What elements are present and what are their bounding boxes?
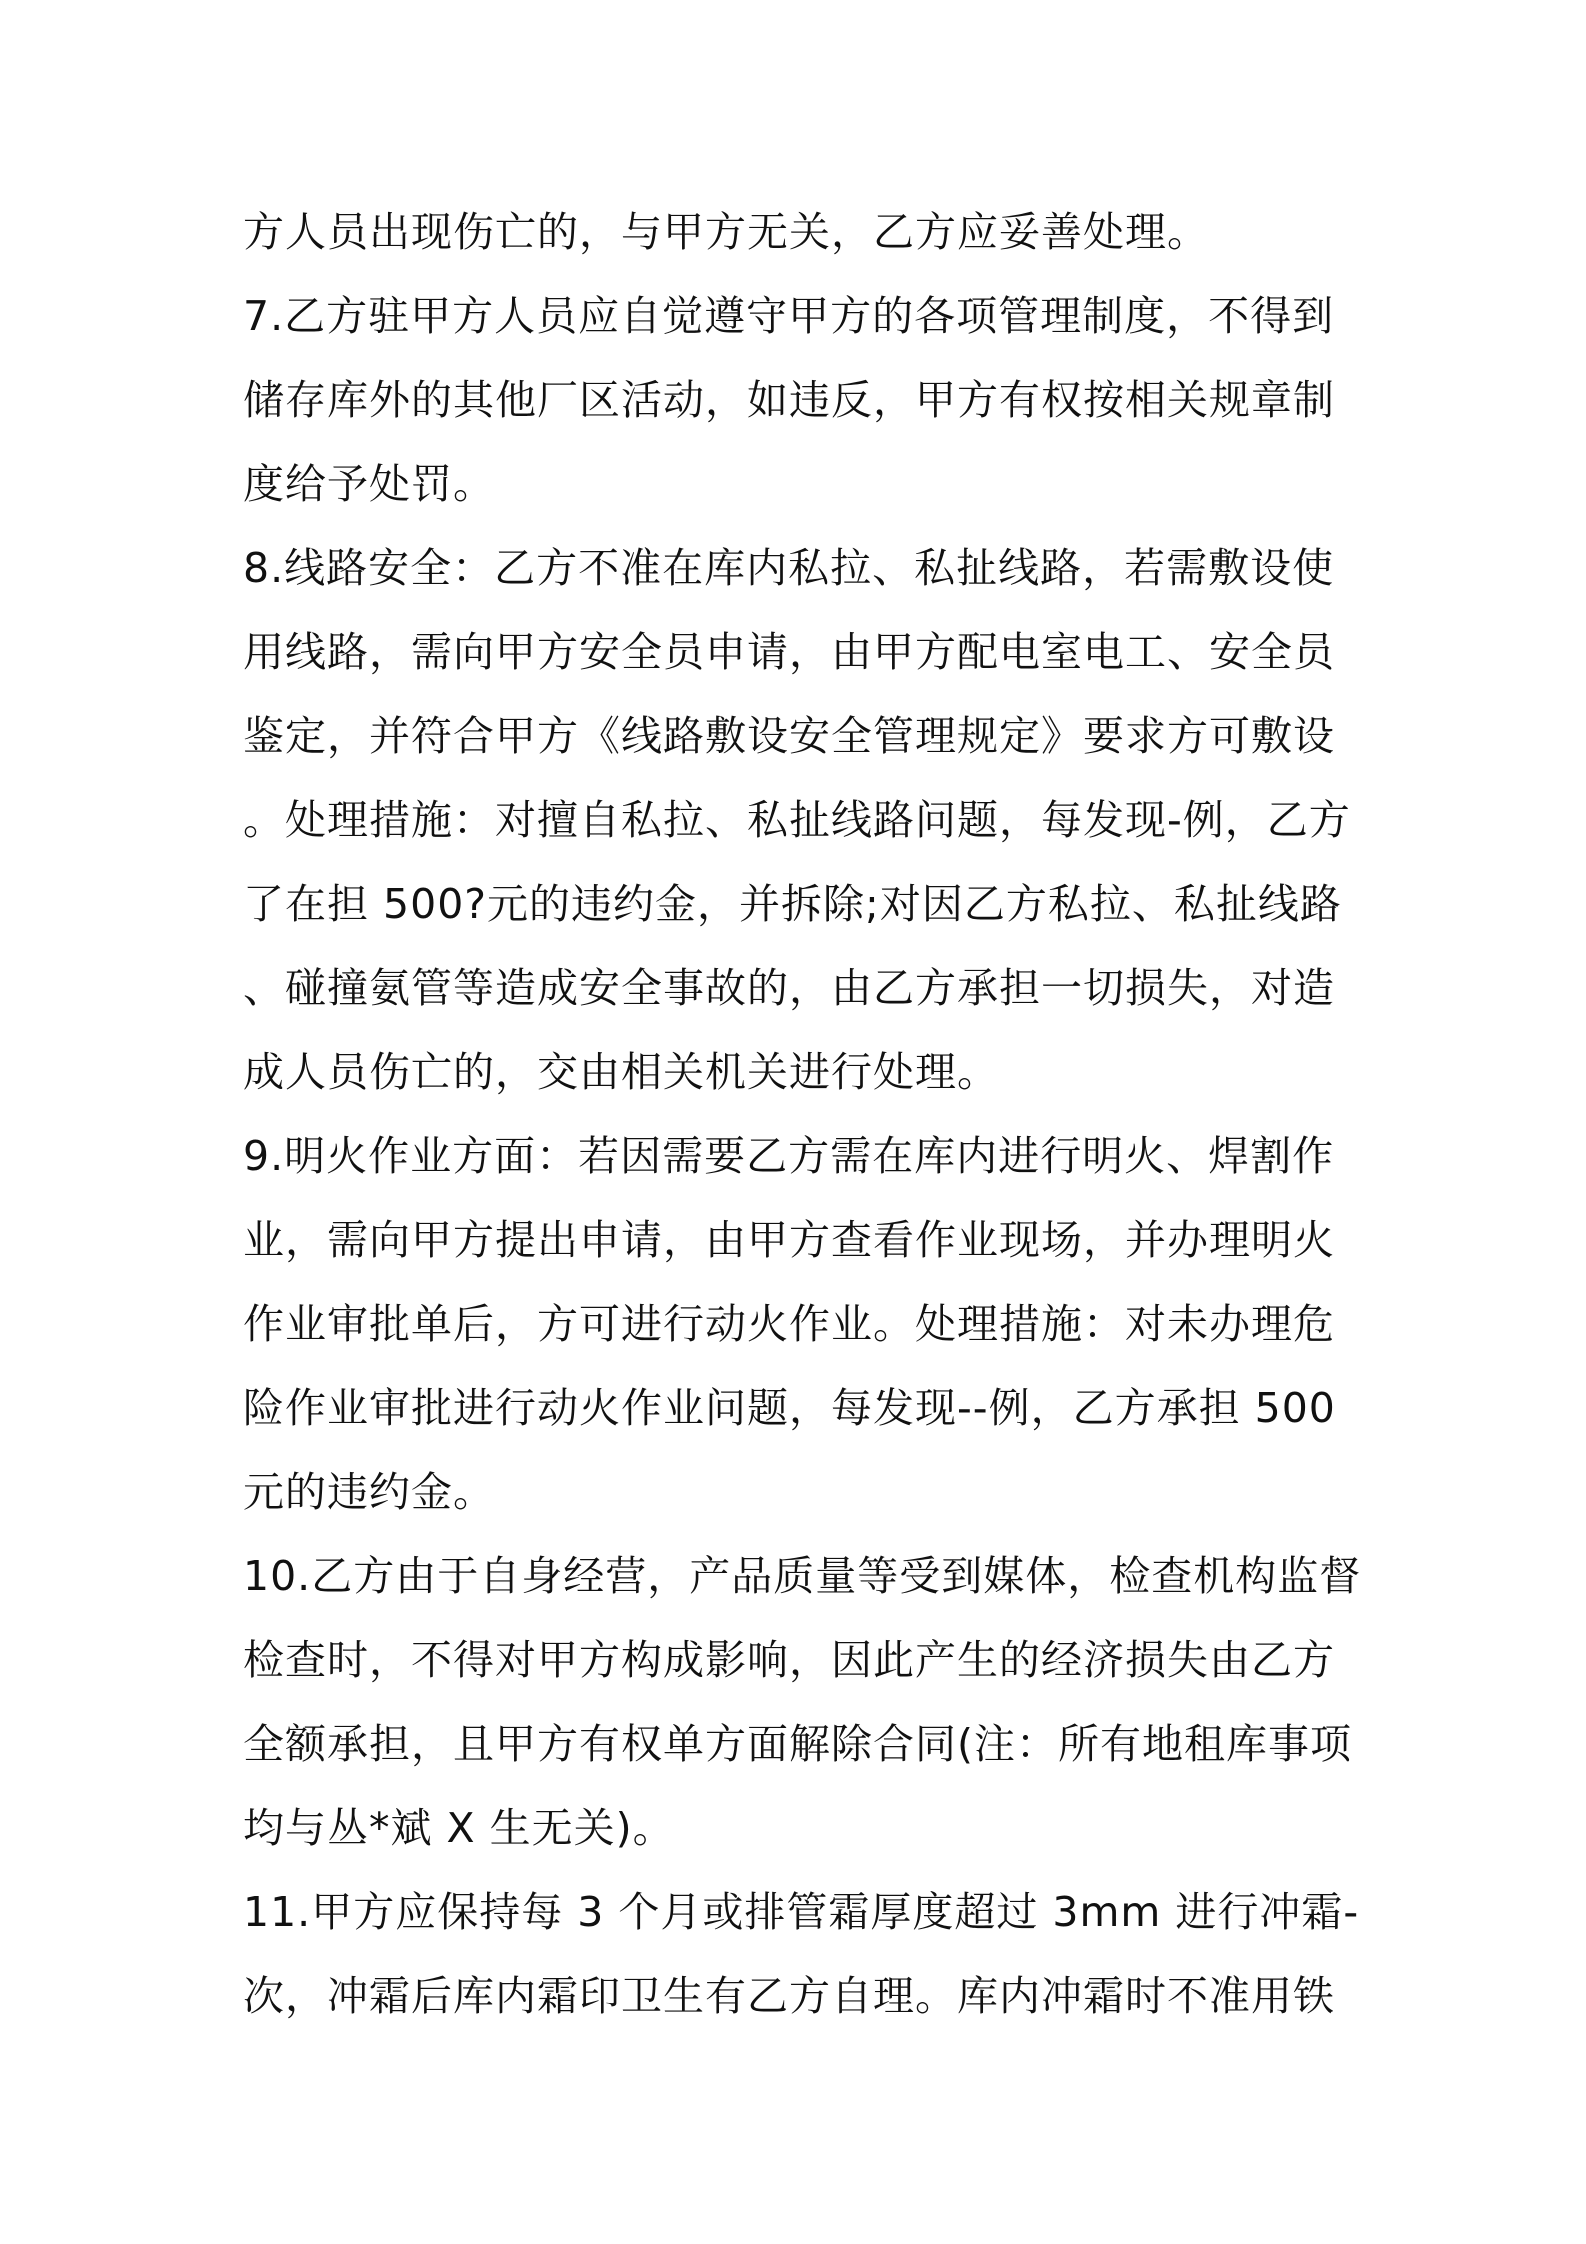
text-line: 10.乙方由于自身经营，产品质量等受到媒体，检查机构监督 (243, 1552, 1362, 1600)
text-line: 险作业审批进行动火作业问题，每发现--例，乙方承担 500 (243, 1384, 1336, 1432)
text-line: 作业审批单后，方可进行动火作业。处理措施：对未办理危 (243, 1300, 1335, 1348)
text-line: 9.明火作业方面：若因需要乙方需在库内进行明火、焊割作 (243, 1132, 1335, 1180)
text-line: 鉴定，并符合甲方《线路敷设安全管理规定》要求方可敷设 (243, 712, 1335, 760)
text-line: 全额承担，且甲方有权单方面解除合同(注：所有地租库事项 (243, 1720, 1352, 1768)
text-line: 业，需向甲方提出申请，由甲方查看作业现场，并办理明火 (243, 1216, 1335, 1264)
text-line: 检查时，不得对甲方构成影响，因此产生的经济损失由乙方 (243, 1636, 1335, 1684)
text-line: 、碰撞氨管等造成安全事故的，由乙方承担一切损失，对造 (243, 964, 1335, 1012)
text-line: 方人员出现伤亡的，与甲方无关，乙方应妥善处理。 (243, 208, 1209, 256)
text-line: 均与丛*斌 X 生无关)。 (243, 1804, 675, 1852)
text-line: 11.甲方应保持每 3 个月或排管霜厚度超过 3mm 进行冲霜- (243, 1888, 1360, 1936)
text-line: 储存库外的其他厂区活动，如违反，甲方有权按相关规章制 (243, 376, 1335, 424)
text-line: 。处理措施：对擅自私拉、私扯线路问题，每发现-例，乙方 (243, 796, 1351, 844)
text-line: 度给予处罚。 (243, 460, 495, 508)
text-line: 7.乙方驻甲方人员应自觉遵守甲方的各项管理制度，不得到 (243, 292, 1335, 340)
text-line: 用线路，需向甲方安全员申请，由甲方配电室电工、安全员 (243, 628, 1335, 676)
text-line: 8.线路安全：乙方不准在库内私拉、私扯线路，若需敷设使 (243, 544, 1335, 592)
text-line: 成人员伤亡的，交由相关机关进行处理。 (243, 1048, 999, 1096)
document-body (243, 190, 1362, 2038)
text-line: 次，冲霜后库内霜印卫生有乙方自理。库内冲霜时不准用铁 (243, 1972, 1335, 2020)
text-line: 元的违约金。 (243, 1468, 495, 1516)
text-line: 了在担 500?元的违约金，并拆除;对因乙方私拉、私扯线路 (243, 880, 1342, 928)
